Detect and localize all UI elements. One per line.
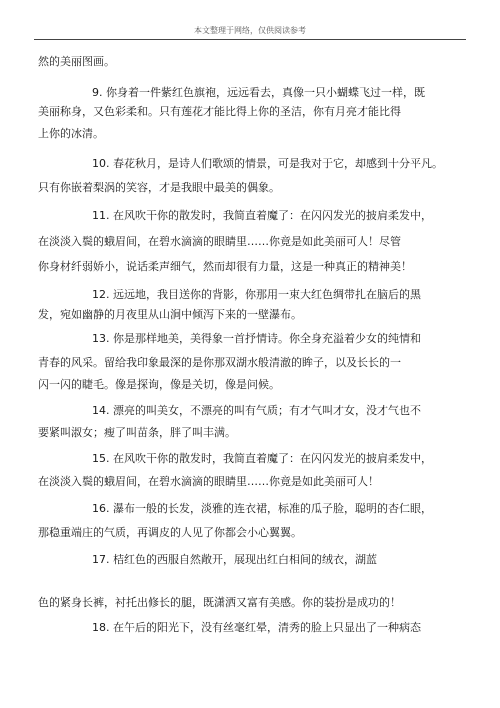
text-line: 12. 远远地，我目送你的背影，你那用一束大红色绸带扎在脑后的黑 [92, 288, 421, 301]
text-line: 16. 瀑布一般的长发，淡雅的连衣裙，标准的瓜子脸，聪明的杏仁眼， [92, 502, 432, 515]
text-line: 9. 你身着一件紫红色旗袍，远远看去，真像一只小蝴蝶飞过一样，既 [92, 86, 425, 99]
text-line: 15. 在风吹干你的散发时，我简直着魔了：在闪闪发光的披肩柔发中， [92, 452, 432, 465]
header-divider [34, 39, 466, 40]
text-line: 10. 春花秋月，是诗人们歌颂的情景，可是我对于它，却感到十分平凡。 [92, 157, 443, 170]
text-line: 18. 在午后的阳光下，没有丝毫红晕，清秀的脸上只显出了一种病态 [92, 621, 421, 634]
text-line: 你身材纤弱娇小，说话柔声细气，然而却很有力量，这是一种真正的精神美！ [38, 260, 412, 273]
text-line: 发，宛如幽静的月夜里从山涧中倾泻下来的一壁瀑布。 [38, 308, 302, 321]
text-line: 17. 桔红色的西服自然敞开，展现出红白相间的绒衣，湖蓝 [92, 553, 377, 566]
text-line: 要紧叫淑女；瘦了叫苗条，胖了叫丰满。 [38, 426, 236, 439]
text-line: 美丽称身，又色彩柔和。只有莲花才能比得上你的圣洁，你有月亮才能比得 [38, 105, 401, 118]
page-header [0, 22, 500, 42]
text-line: 在淡淡入鬓的蛾眉间，在碧水滴滴的眼睛里……你竟是如此美丽可人！尽管 [38, 235, 401, 248]
text-line: 上你的冰清。 [38, 127, 104, 140]
text-line: 13. 你是那样地美，美得象一首抒情诗。你全身充溢着少女的纯情和 [92, 332, 421, 345]
text-line: 11. 在风吹干你的散发时，我简直着魔了：在闪闪发光的披肩柔发中， [92, 209, 432, 222]
text-line: 闪一闪的睫毛。像是探询，像是关切，像是问候。 [38, 378, 280, 391]
text-line: 在淡淡入鬓的蛾眉间，在碧水滴滴的眼睛里……你竟是如此美丽可人！ [38, 475, 379, 488]
text-line: 青春的风采。留给我印象最深的是你那双湖水般清澈的眸子，以及长长的一 [38, 356, 401, 369]
text-line: 那稳重端庄的气质，再调皮的人见了你都会小心翼翼。 [38, 526, 302, 539]
text-line: 色的紧身长裤，衬托出修长的腿，既潇洒又富有美感。你的装扮是成功的！ [38, 596, 401, 609]
text-line: 只有你嵌着梨涡的笑容，才是我眼中最美的偶象。 [38, 181, 280, 194]
text-line: 然的美丽图画。 [38, 55, 115, 68]
text-line: 14. 漂亮的叫美女，不漂亮的叫有气质；有才气叫才女，没才气也不 [92, 404, 421, 417]
header-notice: 本文整理于网络，仅供阅读参考 [194, 26, 306, 35]
